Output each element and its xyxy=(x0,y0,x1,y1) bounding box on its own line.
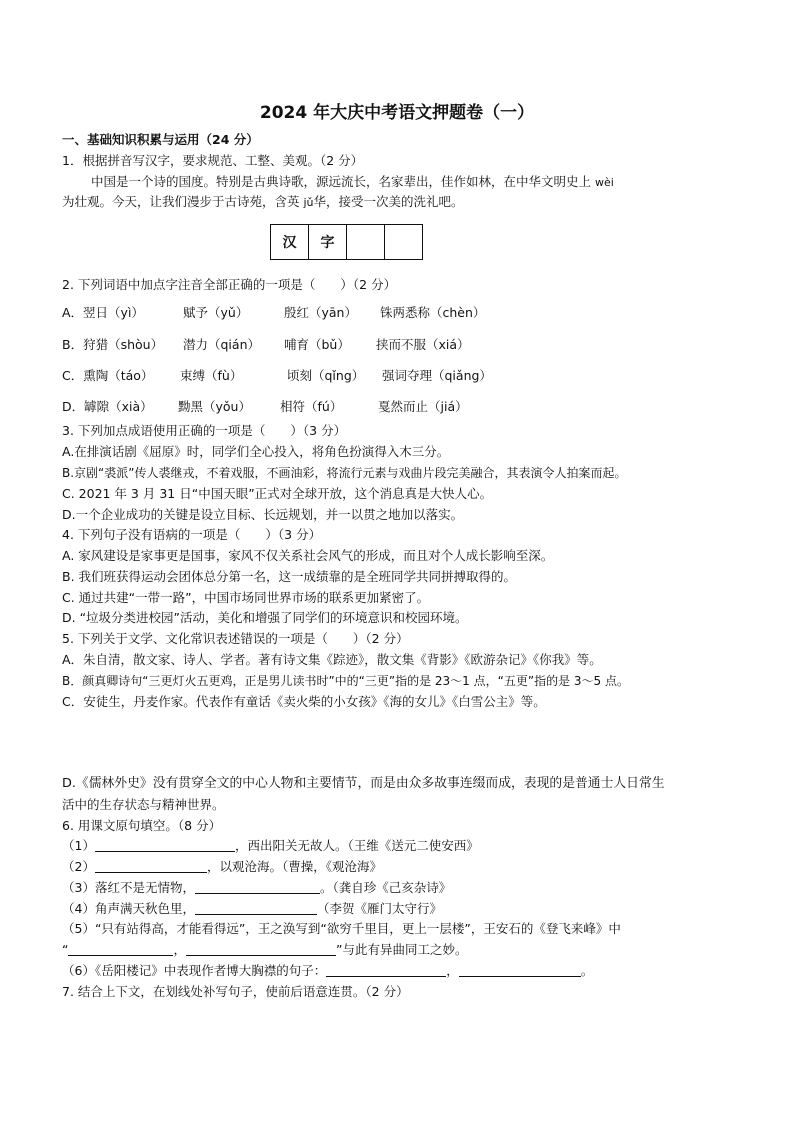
q2-option-c-4: 强词夺理（qiǎng） xyxy=(382,368,492,383)
q2-option-b-3: 哺育（bǔ） xyxy=(284,337,350,352)
q2-option-a-1: A．翌日（yì） xyxy=(62,305,144,320)
q1-answer-grid xyxy=(270,224,423,260)
q1-pinyin-wei: wèi xyxy=(595,176,614,189)
q1-passage-text-a: 中国是一个诗的国度。特别是古典诗歌，源远流长，名家辈出，佳作如林，在中华文明史上 xyxy=(91,174,592,189)
q3-option-a: A.在排演话剧《屈原》时，同学们全心投入，将角色扮演得入木三分。 xyxy=(62,444,450,459)
q4-option-b: B. 我们班获得运动会团体总分第一名，这一成绩靠的是全班同学共同拼搏取得的。 xyxy=(62,569,517,584)
q6-item-4-prefix: （4）角声满天秋色里， xyxy=(62,901,195,916)
q2-option-a-4: 铢两悉称（chèn） xyxy=(380,305,486,320)
q2-option-d-2: 黝黑（yǒu） xyxy=(178,399,251,414)
q1-cell-4[interactable] xyxy=(385,225,423,260)
q6-item-5-text: ”与此有异曲同工之妙。 xyxy=(336,942,468,957)
q6-item-6-comma: ， xyxy=(446,963,459,978)
q2-option-b-4: 挟而不服（xiá） xyxy=(376,337,470,352)
q6-blank-3[interactable] xyxy=(195,881,320,894)
q6-item-3 xyxy=(62,880,451,896)
q6-stem: 6. 用课文原句填空。（8 分） xyxy=(62,818,222,833)
q6-blank-4[interactable] xyxy=(195,902,317,915)
q2-option-d-1: D．罅隙（xià） xyxy=(62,399,153,414)
q3-option-d: D.一个企业成功的关键是设立目标、长远规划，并一以贯之地加以落实。 xyxy=(62,507,464,522)
q2-option-d-3: 相符（fú） xyxy=(280,399,343,414)
q6-blank-2[interactable] xyxy=(95,860,207,873)
q1-cell-3[interactable] xyxy=(347,225,385,260)
q5-option-a: A．朱自清，散文家、诗人、学者。著有诗文集《踪迹》，散文集《背影》《欧游杂记》《你我》等。 xyxy=(62,652,602,667)
q3-option-c: C. 2021 年 3 月 31 日“中国天眼”正式对全球开放，这个消息真是大快人心。 xyxy=(62,486,493,501)
q3-stem: 3. 下列加点成语使用正确的一项是（ ）（3 分） xyxy=(62,423,347,438)
q2-option-b-2: 潜力（qián） xyxy=(183,337,260,352)
q1-cell-1: 汉 xyxy=(271,225,309,260)
q6-item-4-text: （李贺《雁门太守行》 xyxy=(316,901,442,916)
q1-passage-text-b: 为壮观。今天，让我们漫步于古诗苑，含英 xyxy=(62,194,300,209)
q5-option-c: C．安徒生，丹麦作家。代表作有童话《卖火柴的小女孩》《海的女儿》《白雪公主》等。 xyxy=(62,694,546,709)
q6-blank-1[interactable] xyxy=(95,839,235,852)
q3-option-b: B.京剧“裘派”传人裘继戎，不着戏服，不画油彩，将流行元素与戏曲片段完美融合，其表演令人拍案而起。 xyxy=(62,466,627,480)
q2-option-a-3: 殷红（yān） xyxy=(284,305,357,320)
q6-item-3-text: 。（龚自珍《己亥杂诗》 xyxy=(319,880,452,895)
q6-blank-6a[interactable] xyxy=(326,964,446,977)
q2-option-c-2: 束缚（fù） xyxy=(180,368,243,383)
q6-blank-5a[interactable] xyxy=(68,943,173,956)
q5-option-d-line1: D.《儒林外史》没有贯穿全文的中心人物和主要情节，而是由众多故事连缀而成，表现的是普通士人日常生 xyxy=(62,776,665,791)
exam-title: 2024 年大庆中考语文押题卷（一） xyxy=(259,103,535,123)
q5-stem: 5. 下列关于文学、文化常识表述错误的一项是（ ）（2 分） xyxy=(62,631,409,646)
q2-option-c-3: 顷刻（qǐng） xyxy=(287,368,365,383)
q6-item-5-comma: ， xyxy=(173,942,186,957)
q6-item-5-open-quote: “ xyxy=(62,942,69,957)
q6-item-1 xyxy=(62,838,479,854)
q4-option-a: A. 家风建设是家事更是国事，家风不仅关系社会风气的形成，而且对个人成长影响至深。 xyxy=(62,548,554,563)
q6-item-2-prefix: （2） xyxy=(62,859,95,874)
q6-item-1-prefix: （1） xyxy=(62,838,95,853)
q2-option-a-2: 赋予（yǔ） xyxy=(183,305,249,320)
q2-stem: 2. 下列词语中加点字注音全部正确的一项是（ ）（2 分） xyxy=(62,277,397,292)
section-heading: 一、基础知识积累与运用（24 分） xyxy=(62,132,259,147)
q4-stem: 4. 下列句子没有语病的一项是（ ）（3 分） xyxy=(62,527,322,542)
q5-option-d-line2: 活中的生存状态与精神世界。 xyxy=(62,797,225,812)
q6-item-2 xyxy=(62,859,382,875)
q1-passage-text-c: 华，接受一次美的洗礼吧。 xyxy=(313,194,464,209)
q2-option-c-1: C．熏陶（táo） xyxy=(62,368,154,383)
q6-item-5-line2 xyxy=(62,942,467,958)
q6-item-1-text: ，西出阳关无故人。（王维《送元二使安西》 xyxy=(234,838,479,853)
q4-option-c: C. 通过共建“一带一路”，中国市场同世界市场的联系更加紧密了。 xyxy=(62,590,430,605)
q6-item-6-end: 。 xyxy=(580,963,594,978)
q6-blank-5b[interactable] xyxy=(186,943,336,956)
q1-stem: 1．根据拼音写汉字，要求规范、工整、美观。（2 分） xyxy=(62,153,364,168)
q6-item-6 xyxy=(62,963,593,979)
q6-item-4 xyxy=(62,901,442,917)
q1-pinyin-ju: jǔ xyxy=(303,196,314,209)
q2-option-b-1: B．狩猎（shòu） xyxy=(62,337,164,352)
q6-item-3-prefix: （3）落红不是无情物， xyxy=(62,880,195,895)
q6-item-2-text: ，以观沧海。（曹操，《观沧海》 xyxy=(206,859,382,874)
q1-cell-2: 字 xyxy=(309,225,347,260)
q1-passage-line2 xyxy=(62,194,464,211)
q6-item-5-line1: （5）“只有站得高，才能看得远”，王之涣写到“欲穷千里目，更上一层楼”，王安石的《登飞来峰》中 xyxy=(62,921,621,936)
q1-passage-line1 xyxy=(91,174,614,191)
q5-option-b: B．颜真卿诗句“三更灯火五更鸡，正是男儿读书时”中的“三更”指的是 23～1 点，“五更”指的是 3～5 点。 xyxy=(62,674,629,688)
q7-stem: 7. 结合上下文，在划线处补写句子，使前后语意连贯。（2 分） xyxy=(62,984,409,999)
q6-blank-6b[interactable] xyxy=(459,964,581,977)
q2-option-d-4: 戛然而止（jiá） xyxy=(378,399,468,414)
q6-item-6-prefix: （6）《岳阳楼记》中表现作者博大胸襟的句子： xyxy=(62,963,327,978)
q4-option-d: D. “垃圾分类进校园”活动，美化和增强了同学们的环境意识和校园环境。 xyxy=(62,610,468,625)
